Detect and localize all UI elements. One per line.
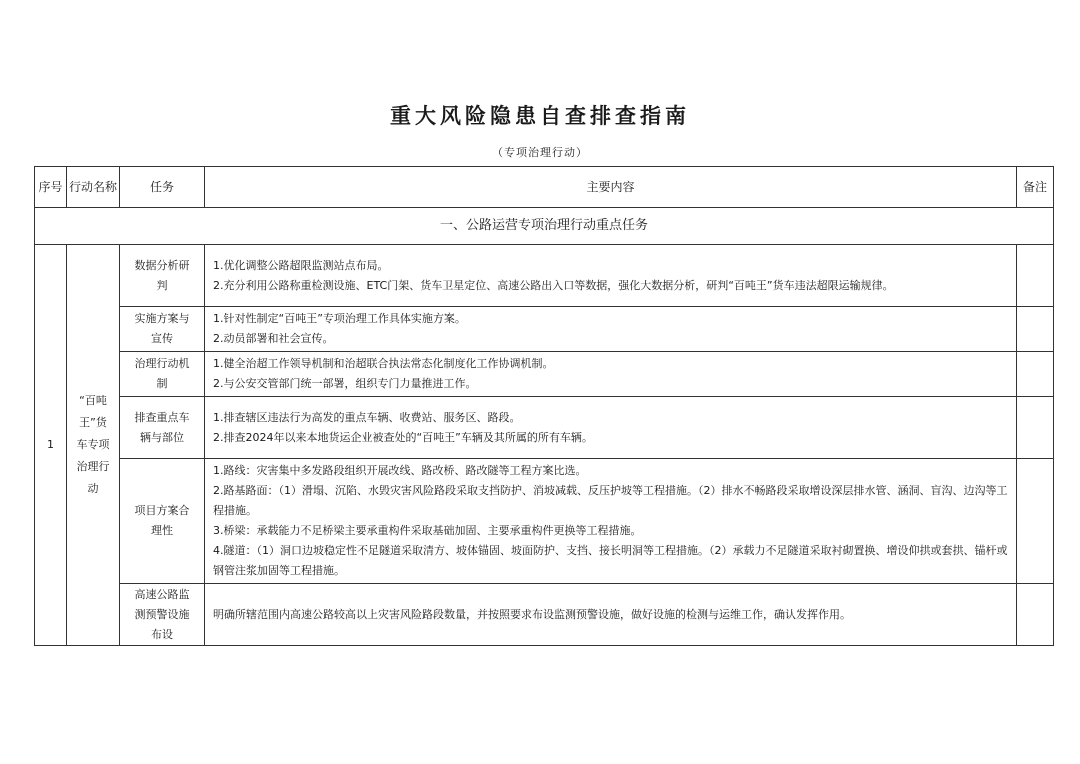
task-name: 排查重点车辆与部位 bbox=[134, 410, 190, 444]
task-cell bbox=[120, 307, 205, 352]
content-cell bbox=[205, 459, 1017, 584]
action-name-cell bbox=[67, 245, 120, 646]
remark-cell bbox=[1017, 584, 1054, 646]
task-name: 治理行动机制 bbox=[134, 357, 190, 390]
remark-cell bbox=[1017, 352, 1054, 397]
table-row bbox=[35, 459, 1054, 584]
task-name: 项目方案合理性 bbox=[134, 504, 190, 537]
task-cell bbox=[120, 245, 205, 307]
content-line: 1.健全治超工作领导机制和治超联合执法常态化制度化工作协调机制。 bbox=[213, 357, 554, 370]
content-line: 2.充分利用公路称重检测设施、ETC门架、货车卫星定位、高速公路出入口等数据，强化大数据分析，研判“百吨王”货车违法超限运输规律。 bbox=[213, 278, 894, 292]
content-line: 1.优化调整公路超限监测站点布局。 bbox=[213, 258, 389, 272]
content-line: 1.排查辖区违法行为高发的重点车辆、收费站、服务区、路段。 bbox=[213, 410, 521, 424]
task-cell bbox=[120, 352, 205, 397]
task-cell bbox=[120, 459, 205, 584]
action-name: “百吨王”货车专项治理行动 bbox=[76, 394, 110, 495]
content-line: 2.路基路面：（1）滑塌、沉陷、水毁灾害风险路段采取支挡防护、消坡减载、反压护坡等工程措施。（2）排水不畅路段采取增设深层排水管、涵洞、盲沟、边沟等工程措施。 bbox=[213, 484, 1008, 517]
table-row bbox=[35, 352, 1054, 397]
content-cell bbox=[205, 307, 1017, 352]
content-line: 1.路线：灾害集中多发路段组织开展改线、路改桥、路改隧等工程方案比选。 bbox=[213, 464, 587, 477]
table-row bbox=[35, 307, 1054, 352]
content-line: 4.隧道：（1）洞口边坡稳定性不足隧道采取清方、坡体锚固、坡面防护、支挡、接长明洞等工程措施。（2）承载力不足隧道采取衬砌置换、增设仰拱或套拱、锚杆或钢管注浆加固等工程措施。 bbox=[213, 544, 1008, 577]
content-cell bbox=[205, 352, 1017, 397]
guide-table bbox=[34, 166, 1054, 646]
header-remark: 备注 bbox=[1017, 167, 1054, 208]
task-name: 实施方案与宣传 bbox=[134, 312, 190, 345]
content-line: 2.与公安交管部门统一部署，组织专门力量推进工作。 bbox=[213, 377, 477, 390]
document-subtitle: （专项治理行动） bbox=[492, 146, 588, 159]
content-cell bbox=[205, 397, 1017, 459]
content-line: 3.桥梁：承载能力不足桥梁主要承重构件采取基础加固、主要承重构件更换等工程措施。 bbox=[213, 524, 642, 537]
table-row bbox=[35, 245, 1054, 307]
row-number: 1 bbox=[35, 245, 67, 646]
content-cell bbox=[205, 584, 1017, 646]
task-cell bbox=[120, 397, 205, 459]
content-line: 2.排查2024年以来本地货运企业被查处的“百吨王”车辆及其所属的所有车辆。 bbox=[213, 430, 593, 444]
section-title: 一、公路运营专项治理行动重点任务 bbox=[35, 208, 1054, 245]
header-task: 任务 bbox=[120, 167, 205, 208]
content-cell bbox=[205, 245, 1017, 307]
table-row bbox=[35, 584, 1054, 646]
header-action: 行动名称 bbox=[67, 167, 120, 208]
remark-cell bbox=[1017, 459, 1054, 584]
header-content: 主要内容 bbox=[205, 167, 1017, 208]
task-cell bbox=[120, 584, 205, 646]
task-name: 数据分析研判 bbox=[134, 258, 190, 292]
table-header-row bbox=[35, 167, 1054, 208]
remark-cell bbox=[1017, 307, 1054, 352]
header-num: 序号 bbox=[35, 167, 67, 208]
content-line: 2.动员部署和社会宣传。 bbox=[213, 332, 334, 345]
table-row bbox=[35, 397, 1054, 459]
section-row bbox=[35, 208, 1054, 245]
content-line: 明确所辖范围内高速公路较高以上灾害风险路段数量，并按照要求布设监测预警设施，做好设施的检测与运维工作，确认发挥作用。 bbox=[213, 607, 851, 621]
remark-cell bbox=[1017, 245, 1054, 307]
remark-cell bbox=[1017, 397, 1054, 459]
task-name: 高速公路监测预警设施布设 bbox=[134, 587, 190, 641]
content-line: 1.针对性制定“百吨王”专项治理工作具体实施方案。 bbox=[213, 312, 466, 325]
document-title: 重大风险隐患自查排查指南 bbox=[390, 103, 690, 128]
